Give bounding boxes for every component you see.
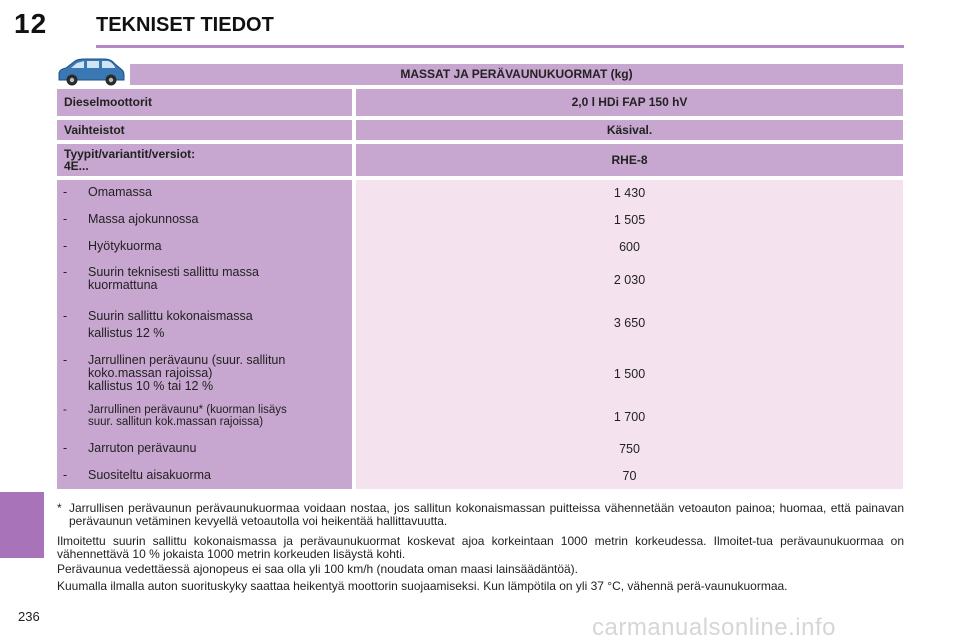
footnote-mark: *	[57, 501, 62, 515]
table-row-label: - Jarruton perävaunu	[63, 442, 353, 455]
car-icon	[55, 56, 127, 88]
table-row-label: - Hyötykuorma	[63, 240, 353, 253]
table-row-value: 1 430	[613, 186, 646, 200]
row-text: Hyötykuorma	[88, 239, 162, 253]
type-value: RHE-8	[356, 144, 903, 176]
row-text: Jarruton perävaunu	[88, 441, 197, 455]
table-row-label: - Suositeltu aisakuorma	[63, 469, 353, 482]
table-row-value: 1 700	[613, 410, 646, 424]
page-title: TEKNISET TIEDOT	[96, 14, 274, 36]
table-row-value: 600	[619, 240, 640, 254]
watermark: carmanualsonline.info	[592, 614, 836, 640]
table-row-label: - Suurin teknisesti sallittu massa kuormattuna	[63, 266, 353, 292]
table-title: MASSAT JA PERÄVAUNUKUORMAT (kg)	[130, 64, 903, 85]
engine-label: Dieselmoottorit	[57, 89, 352, 116]
row-text: Massa ajokunnossa	[88, 212, 199, 226]
table-row-label: - Suurin sallittu kokonaismassa kallistus 12 %	[63, 308, 353, 342]
table-row-label: - Massa ajokunnossa	[63, 213, 353, 226]
table-row-label: - Omamassa	[63, 186, 353, 199]
row-text: Suositeltu aisakuorma	[88, 468, 211, 482]
note-altitude: Ilmoitettu suurin sallittu kokonaismassa ja perävaunukuormat koskevat ajoa korkeintaan 1000 metrin korkeudessa. Ilmoitet-tua perävaunukuormaa on vähennettävä 10 % jokaista 1000 metrin korkeuden lisäystä kohti.	[57, 534, 904, 561]
table-row-value: 1 500	[613, 367, 646, 381]
table-row-label: - Jarrullinen perävaunu* (kuorman lisäys suur. sallitun kok.massan rajoissa)	[63, 404, 353, 428]
row-text: koko.massan rajoissa)	[88, 366, 213, 380]
table-row-value: 3 650	[613, 316, 646, 330]
page-number: 236	[18, 609, 40, 624]
note-heat: Kuumalla ilmalla auton suorituskyky saattaa heikentyä moottorin suojaamiseksi. Kun lämpötila on yli 37 °C, vähennä perä-vaunukuormaa.	[57, 579, 788, 593]
row-text: suur. sallitun kok.massan rajoissa)	[88, 416, 264, 428]
chapter-side-tab	[0, 492, 44, 558]
row-text: kallistus 10 % tai 12 %	[88, 379, 214, 393]
type-label	[57, 144, 352, 176]
table-row-value: 1 505	[613, 213, 646, 227]
footnote-text: Jarrullisen perävaunun perävaunukuormaa voidaan nostaa, jos sallitun kokonaismassan puitteissa vähennetään vetoauton painoa; huomaa, että painavan perävaunun vetäminen kevyellä vetoautolla voi heikentää hallittavuutta.	[69, 501, 904, 528]
row-text: kuormattuna	[88, 278, 158, 292]
chapter-number: 12	[14, 8, 48, 39]
row-text: Omamassa	[88, 185, 152, 199]
gearbox-label: Vaihteistot	[57, 120, 352, 140]
footnote	[57, 502, 904, 528]
table-row-label: - Jarrullinen perävaunu (suur. sallitun koko.massan rajoissa) kallistus 10 % tai 12 %	[63, 354, 353, 393]
row-text: Jarrullinen perävaunu (suur. sallitun	[88, 353, 286, 367]
row-text: Suurin sallittu kokonaismassa	[88, 309, 253, 323]
row-text: kallistus 12 %	[88, 326, 165, 340]
table-row-value: 2 030	[613, 273, 646, 287]
note-speed: Perävaunua vedettäessä ajonopeus ei saa olla yli 100 km/h (noudata oman maasi lainsäädäntöä).	[57, 562, 579, 576]
row-text: Suurin teknisesti sallittu massa	[88, 265, 259, 279]
type-label-line1: Tyypit/variantit/versiot:	[64, 147, 196, 161]
gearbox-value: Käsival.	[356, 120, 903, 140]
type-label-line2: 4E...	[64, 159, 89, 173]
engine-value: 2,0 l HDi FAP 150 hV	[356, 89, 903, 116]
table-row-value: 750	[619, 442, 640, 456]
table-row-value: 70	[622, 469, 637, 483]
header-divider	[96, 45, 904, 48]
row-text: Jarrullinen perävaunu* (kuorman lisäys	[88, 404, 287, 416]
